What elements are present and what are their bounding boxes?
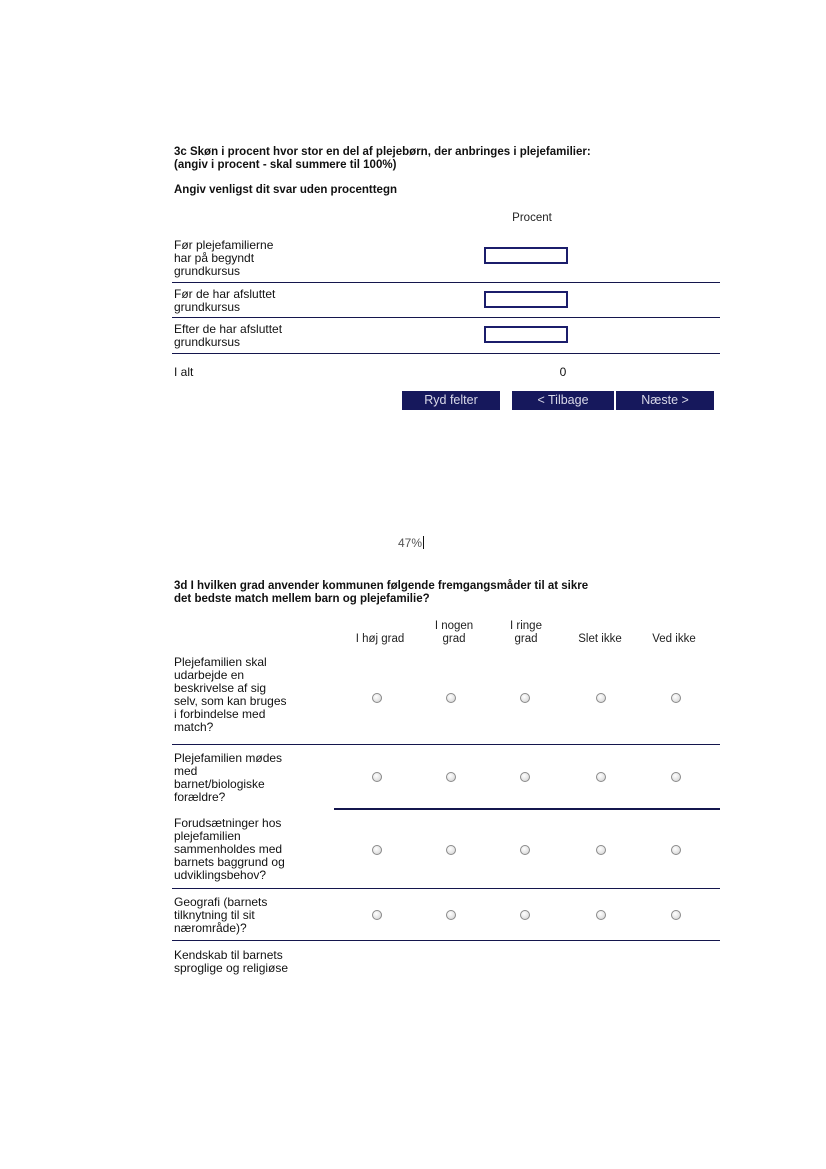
label-line: beskrivelse af sig	[174, 681, 267, 695]
header-line: Ved ikke	[652, 633, 696, 645]
label-line: i forbindelse med	[174, 707, 266, 721]
column-header-some	[414, 620, 494, 646]
row-divider	[172, 940, 720, 941]
header-line: I ringe	[510, 620, 542, 632]
percent-input-after-finished[interactable]	[484, 326, 568, 343]
q3c-row-label	[174, 239, 273, 278]
label-line: Før de har afsluttet	[174, 287, 276, 301]
progress-marker	[423, 536, 424, 549]
column-header-low	[486, 620, 566, 646]
label-line: Forudsætninger hos	[174, 816, 282, 830]
q3c-title-line2: (angiv i procent - skal summere til 100%)	[174, 159, 397, 171]
progress-indicator	[398, 536, 424, 550]
radio-row4-high[interactable]	[372, 910, 382, 920]
label-line: selv, som kan bruges	[174, 694, 287, 708]
radio-row4-low[interactable]	[520, 910, 530, 920]
back-button[interactable]: < Tilbage	[512, 391, 614, 410]
radio-row2-dont-know[interactable]	[671, 772, 681, 782]
label-line: Før plejefamilierne	[174, 238, 274, 252]
q3d-title-line2: det bedste match mellem barn og plejefamilie?	[174, 593, 430, 605]
clear-fields-button[interactable]: Ryd felter	[402, 391, 500, 410]
column-header-high	[340, 633, 420, 646]
radio-row3-low[interactable]	[520, 845, 530, 855]
radio-row3-not-at-all[interactable]	[596, 845, 606, 855]
q3d-title	[174, 580, 588, 606]
q3d-row-label	[174, 752, 282, 804]
radio-row1-low[interactable]	[520, 693, 530, 703]
row-divider	[334, 808, 720, 810]
q3c-row-label	[174, 323, 282, 349]
radio-row4-dont-know[interactable]	[671, 910, 681, 920]
next-button[interactable]: Næste >	[616, 391, 714, 410]
radio-row4-some[interactable]	[446, 910, 456, 920]
radio-row1-some[interactable]	[446, 693, 456, 703]
label-line: udviklingsbehov?	[174, 868, 267, 882]
label-line: Plejefamilien skal	[174, 655, 267, 669]
radio-row1-high[interactable]	[372, 693, 382, 703]
radio-row1-not-at-all[interactable]	[596, 693, 606, 703]
q3d-row-label	[174, 896, 267, 935]
row-divider	[172, 744, 720, 745]
header-line: grad	[442, 633, 466, 645]
header-line: I nogen	[434, 620, 474, 632]
label-line: tilknytning til sit	[174, 908, 255, 922]
percent-input-before-finished[interactable]	[484, 291, 568, 308]
q3d-row-label	[174, 949, 288, 975]
radio-row2-high[interactable]	[372, 772, 382, 782]
radio-row2-low[interactable]	[520, 772, 530, 782]
q3d-title-line1: 3d I hvilken grad anvender kommunen følgende fremgangsmåder til at sikre	[174, 580, 589, 592]
total-label: I alt	[174, 365, 194, 379]
percent-column-header: Procent	[512, 212, 552, 224]
header-line: I høj grad	[355, 633, 405, 645]
label-line: med	[174, 764, 198, 778]
label-line: barnet/biologiske	[174, 777, 265, 791]
q3d-row-label	[174, 817, 285, 882]
column-header-not-at-all	[560, 633, 640, 646]
label-line: grundkursus	[174, 264, 241, 278]
header-line: Slet ikke	[578, 633, 622, 645]
label-line: sammenholdes med	[174, 842, 283, 856]
total-value: 0	[559, 365, 567, 379]
header-line: grad	[514, 633, 538, 645]
radio-row2-not-at-all[interactable]	[596, 772, 606, 782]
label-line: Geografi (barnets	[174, 895, 268, 909]
radio-row4-not-at-all[interactable]	[596, 910, 606, 920]
q3d-row-label	[174, 656, 287, 734]
label-line: har på begyndt	[174, 251, 255, 265]
radio-row3-high[interactable]	[372, 845, 382, 855]
row-divider	[172, 282, 720, 283]
label-line: Plejefamilien mødes	[174, 751, 283, 765]
label-line: grundkursus	[174, 335, 241, 349]
radio-row3-some[interactable]	[446, 845, 456, 855]
radio-row2-some[interactable]	[446, 772, 456, 782]
column-header-dont-know	[634, 633, 714, 646]
progress-label: 47%	[398, 536, 423, 550]
label-line: plejefamilien	[174, 829, 241, 843]
label-line: barnets baggrund og	[174, 855, 285, 869]
row-divider	[172, 353, 720, 354]
q3c-instruction: Angiv venligst dit svar uden procenttegn	[174, 184, 398, 196]
label-line: udarbejde en	[174, 668, 245, 682]
label-line: nærområde)?	[174, 921, 247, 935]
q3c-title	[174, 146, 591, 172]
percent-input-before-start[interactable]	[484, 247, 568, 264]
label-line: sproglige og religiøse	[174, 961, 289, 975]
label-line: forældre?	[174, 790, 226, 804]
row-divider	[172, 317, 720, 318]
label-line: Kendskab til barnets	[174, 948, 283, 962]
q3c-row-label	[174, 288, 275, 314]
radio-row3-dont-know[interactable]	[671, 845, 681, 855]
label-line: grundkursus	[174, 300, 241, 314]
radio-row1-dont-know[interactable]	[671, 693, 681, 703]
q3c-title-line1: 3c Skøn i procent hvor stor en del af plejebørn, der anbringes i plejefamilier:	[174, 146, 591, 158]
row-divider	[172, 888, 720, 889]
label-line: match?	[174, 720, 214, 734]
label-line: Efter de har afsluttet	[174, 322, 283, 336]
